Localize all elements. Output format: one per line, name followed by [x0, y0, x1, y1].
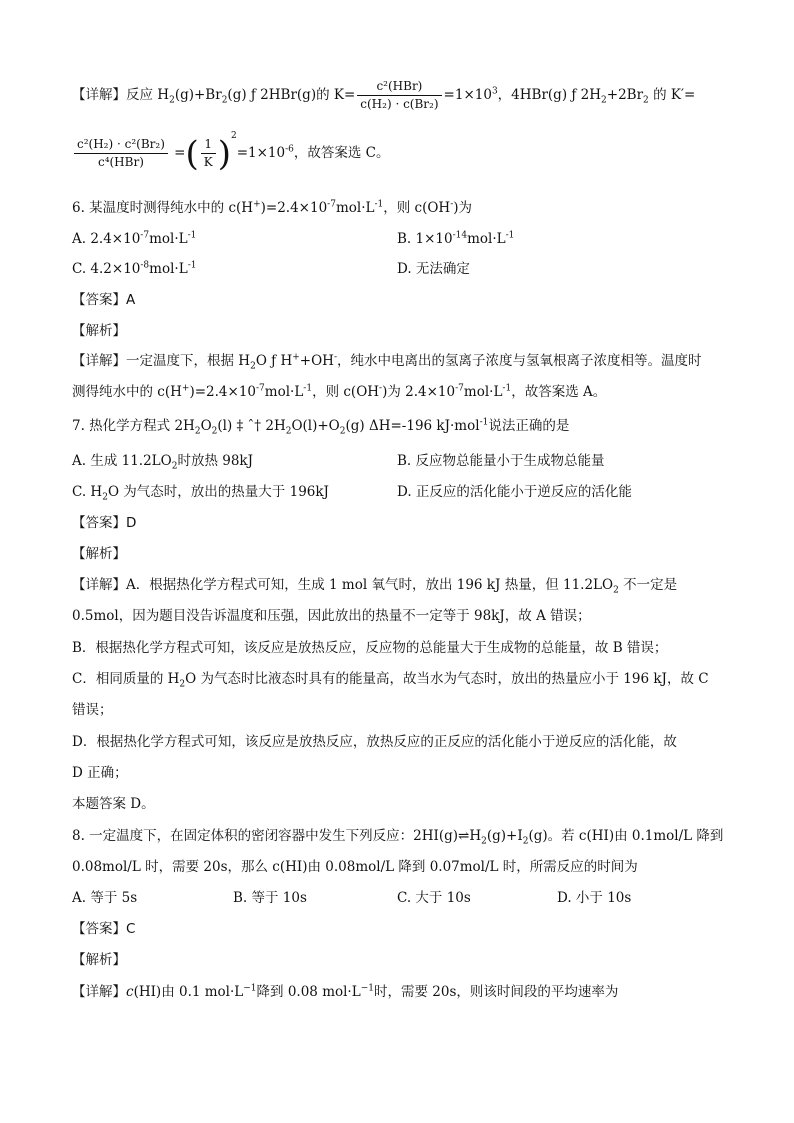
- subscript: 2: [481, 836, 487, 847]
- text: 时放热 98kJ: [177, 453, 254, 469]
- inverse-k: [201, 136, 216, 171]
- text: )为: [453, 200, 473, 216]
- subscript: 2: [169, 95, 175, 106]
- q8-option-b: B. 等于 10s: [233, 890, 307, 906]
- text: mol·L: [463, 384, 503, 400]
- subscript: 2: [221, 95, 228, 106]
- text: ，则 c(OH: [312, 384, 380, 400]
- superscript: -1: [187, 260, 197, 271]
- text: +2Br: [606, 87, 644, 103]
- text: ，故答案选 A。: [511, 384, 607, 400]
- q7-detail-line-8: 本题答案 D。: [72, 796, 155, 812]
- q8-option-c: C. 大于 10s: [397, 890, 471, 906]
- text: 6. 某温度时测得纯水中的 c(H: [72, 200, 254, 216]
- text: mol·L: [467, 231, 506, 247]
- text: O ƒ H: [255, 353, 293, 369]
- q8-option-d: D. 小于 10s: [557, 890, 632, 906]
- text: c: [126, 984, 134, 1000]
- q6-answer: 【答案】A: [72, 292, 136, 308]
- superscript: -7: [327, 199, 336, 210]
- text: A. 生成 11.2LO: [72, 453, 172, 469]
- k2-denominator: c⁴(HBr): [97, 155, 144, 169]
- superscript: -: [450, 199, 454, 210]
- q5-detail-line-2: [72, 130, 390, 174]
- text: mol·L: [149, 231, 188, 247]
- q6-detail-line-2: [72, 383, 606, 401]
- text: (g)。若 c(HI)由 0.1mol/L 降到: [528, 828, 724, 844]
- text: 时，需要 20s，则该时间段的平均速率为: [373, 984, 619, 1000]
- text: (g)+Br: [174, 87, 222, 103]
- k2-fraction: [74, 136, 168, 171]
- left-paren: (: [185, 133, 199, 174]
- text: )=2.4×10: [260, 200, 328, 216]
- text: 反应 H: [126, 87, 170, 103]
- q7-detail-line-7: D 正确；: [72, 765, 128, 781]
- text: 【详解】A．根据热化学方程式可知，生成 1 mol 氧气时，放出 196 kJ 热量，但 11.2LO: [72, 577, 614, 593]
- q7-option-c: [72, 483, 329, 501]
- q7-detail-line-6: D．根据热化学方程式可知，该反应是放热反应，放热反应的正反应的活化能小于逆反应的活化能，故: [72, 734, 677, 750]
- text: mol·L: [335, 200, 375, 216]
- text: =1×10: [236, 145, 286, 161]
- text: 8. 一定温度下，在固定体积的密闭容器中发生下列反应：2HI(g)⇌H: [72, 828, 482, 844]
- q8-answer: 【答案】C: [72, 921, 136, 937]
- text: ，4HBr(g) ƒ 2H: [497, 87, 602, 103]
- q7-stem: [72, 417, 569, 435]
- superscript: -7: [140, 230, 150, 241]
- q8-detail-line-1: [72, 983, 618, 1001]
- k-fraction: [357, 78, 441, 113]
- text: ，则 c(OH: [383, 200, 451, 216]
- q7-option-a: [72, 452, 253, 470]
- superscript: −1: [360, 983, 374, 994]
- detail-tag: 【详解】: [72, 87, 126, 103]
- subscript: 2: [285, 426, 292, 437]
- q8-analysis: 【解析】: [72, 952, 126, 968]
- square-exponent: 2: [230, 130, 237, 141]
- superscript: -14: [452, 230, 468, 241]
- superscript: -7: [455, 383, 464, 394]
- inverse-denominator: K: [203, 155, 213, 169]
- subscript: 2: [194, 426, 201, 437]
- subscript: 2: [643, 95, 649, 106]
- text: C. 4.2×10: [72, 261, 141, 277]
- text: (HI)由 0.1 mol·L: [133, 984, 244, 1000]
- text: (g) ΔH=-196 kJ·mol: [345, 418, 480, 434]
- superscript: -: [379, 383, 383, 394]
- q6-detail-line-1: [72, 352, 701, 370]
- q7-analysis: 【解析】: [72, 546, 126, 562]
- superscript: -7: [256, 383, 265, 394]
- superscript: -1: [187, 230, 197, 241]
- subscript: 2: [250, 361, 256, 372]
- subscript: 2: [522, 836, 529, 847]
- superscript: -8: [140, 260, 150, 271]
- text: ，故答案选 C。: [293, 145, 390, 161]
- text: O(l)+O: [291, 418, 340, 434]
- text: O 为气态时比液态时具有的能量高，故当水为气态时，放出的热量应小于 196 kJ，故 C: [185, 671, 709, 687]
- text: +OH: [299, 353, 334, 369]
- text: 测得纯水中的 c(H: [72, 384, 182, 400]
- inverse-numerator: 1: [201, 136, 216, 154]
- subscript: 2: [179, 679, 186, 690]
- text: B. 1×10: [397, 231, 453, 247]
- q8-option-a: A. 等于 5s: [72, 890, 138, 906]
- q8-stem-line-2: 0.08mol/L 时，需要 20s，那么 c(HI)由 0.08mol/L 降到 0.07mol/L 时，所需反应的时间为: [72, 859, 638, 875]
- subscript: 2: [601, 95, 607, 106]
- text: C．相同质量的 H: [72, 671, 180, 687]
- text: 说法正确的是: [488, 418, 570, 434]
- text: C. H: [72, 484, 103, 500]
- text: 的 K′=: [648, 87, 696, 103]
- q6-option-a: [72, 230, 196, 248]
- q6-analysis: 【解析】: [72, 323, 126, 339]
- q7-detail-line-3: B．根据热化学方程式可知，该反应是放热反应，反应物的总能量大于生成物的总能量，故 B 错误；: [72, 640, 668, 656]
- superscript: 3: [491, 86, 498, 97]
- text: (g)+I: [486, 828, 523, 844]
- k2-numerator: c²(H₂) · c²(Br₂): [74, 136, 168, 154]
- q7-option-d: D. 正反应的活化能小于逆反应的活化能: [397, 484, 632, 500]
- text: A. 2.4×10: [72, 231, 141, 247]
- superscript: −1: [243, 983, 257, 994]
- superscript: -1: [303, 383, 313, 394]
- superscript: -1: [479, 417, 489, 428]
- q7-answer: 【答案】D: [72, 515, 137, 531]
- q6-stem: [72, 199, 472, 217]
- k-numerator: c²(HBr): [357, 78, 441, 96]
- q8-stem: [72, 827, 723, 845]
- q6-option-c: [72, 260, 196, 278]
- q6-option-d: D. 无法确定: [397, 261, 470, 277]
- text: 降到 0.08 mol·L: [256, 984, 361, 1000]
- subscript: 2: [211, 426, 218, 437]
- superscript: +: [253, 199, 261, 210]
- k-denominator: c(H₂) · c(Br₂): [360, 97, 439, 111]
- subscript: 2: [171, 461, 178, 472]
- text: =1×10: [443, 87, 492, 103]
- superscript: -1: [374, 199, 384, 210]
- text: )=2.4×10: [189, 384, 256, 400]
- q7-detail-line-4: [72, 670, 709, 688]
- right-paren: ): [217, 133, 231, 174]
- text: ，纯水中电离出的氢离子浓度与氢氧根离子浓度相等。温度时: [336, 353, 702, 369]
- text: mol·L: [149, 261, 188, 277]
- text: (g) ƒ 2HBr(g)的 K=: [227, 87, 356, 103]
- superscript: -1: [505, 230, 515, 241]
- superscript: -: [333, 352, 337, 363]
- superscript: -1: [502, 383, 512, 394]
- q7-detail-line-2: 0.5mol，因为题目没告诉温度和压强，因此放出的热量不一定等于 98kJ，故 A 错误；: [72, 608, 591, 624]
- q7-detail-line-1: [72, 576, 677, 594]
- subscript: 2: [613, 585, 619, 596]
- superscript: +: [292, 352, 300, 363]
- q7-option-b: B. 反应物总能量小于生成物总能量: [397, 453, 605, 469]
- q6-option-b: [397, 230, 514, 248]
- subscript: 2: [339, 426, 346, 437]
- text: )为 2.4×10: [382, 384, 456, 400]
- superscript: -6: [285, 144, 294, 155]
- equals: =: [174, 145, 186, 161]
- text: 【详解】: [72, 984, 126, 1000]
- text: O: [200, 418, 212, 434]
- text: O 为气态时，放出的热量大于 196kJ: [107, 484, 329, 500]
- q7-detail-line-5: 错误；: [72, 702, 113, 718]
- superscript: +: [181, 383, 190, 394]
- text: 不一定是: [618, 577, 678, 593]
- text: mol·L: [264, 384, 304, 400]
- subscript: 2: [102, 492, 108, 503]
- text: (l) ‡ ˆ† 2H: [217, 418, 286, 434]
- text: 【详解】一定温度下，根据 H: [72, 353, 251, 369]
- q5-detail-line-1: [72, 78, 695, 113]
- text: 7. 热化学方程式 2H: [72, 418, 195, 434]
